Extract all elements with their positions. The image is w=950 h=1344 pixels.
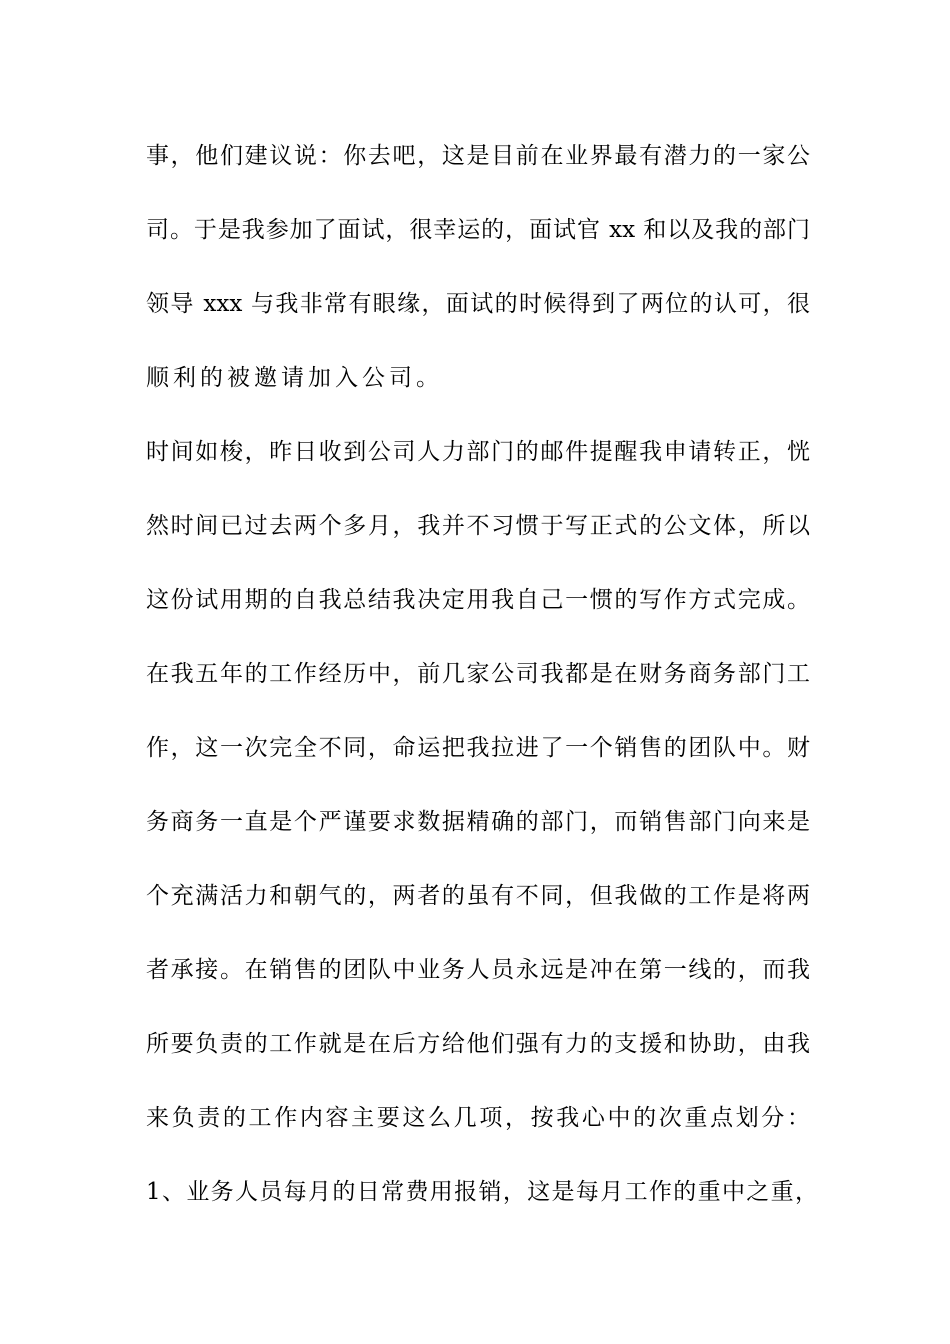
text-line-3: 领导 xxx 与我非常有眼缘，面试的时候得到了两位的认可，很 xyxy=(146,291,810,317)
text-line-11: 个充满活力和朝气的，两者的虽有不同，但我做的工作是将两 xyxy=(146,883,810,909)
text-line-5: 时间如梭，昨日收到公司人力部门的邮件提醒我申请转正，恍 xyxy=(146,439,810,465)
text-line-10: 务商务一直是个严谨要求数据精确的部门，而销售部门向来是 xyxy=(146,809,810,835)
text-line-4: 顺利的被邀请加入公司。 xyxy=(146,365,443,391)
text-line-12: 者承接。在销售的团队中业务人员永远是冲在第一线的，而我 xyxy=(146,957,810,983)
text-line-1: 事，他们建议说：你去吧，这是目前在业界最有潜力的一家公 xyxy=(146,143,810,169)
text-line-13: 所要负责的工作就是在后方给他们强有力的支援和协助，由我 xyxy=(146,1031,810,1057)
text-line-15: 1、业务人员每月的日常费用报销，这是每月工作的重中之重， xyxy=(146,1179,818,1205)
text-line-9: 作，这一次完全不同，命运把我拉进了一个销售的团队中。财 xyxy=(146,735,810,761)
text-line-8: 在我五年的工作经历中，前几家公司我都是在财务商务部门工 xyxy=(146,661,810,687)
text-line-7: 这份试用期的自我总结我决定用我自己一惯的写作方式完成。 xyxy=(146,587,810,613)
text-line-14: 来负责的工作内容主要这么几项，按我心中的次重点划分： xyxy=(146,1105,810,1131)
text-line-6: 然时间已过去两个多月，我并不习惯于写正式的公文体，所以 xyxy=(146,513,810,539)
text-line-2: 司。于是我参加了面试，很幸运的，面试官 xx 和以及我的部门 xyxy=(146,217,810,243)
